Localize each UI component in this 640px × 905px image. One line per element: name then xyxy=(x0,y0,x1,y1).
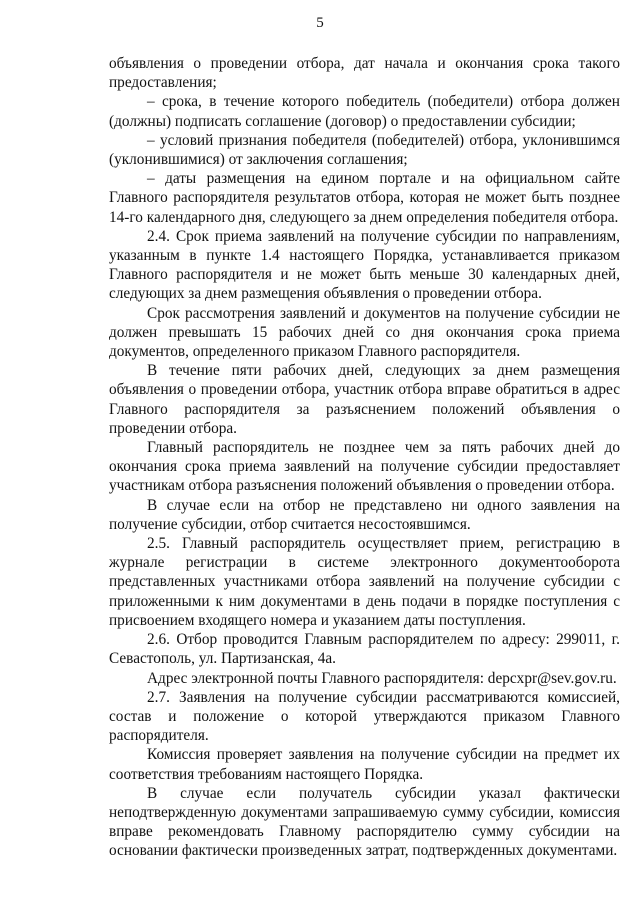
paragraph-2-5: 2.5. Главный распорядитель осуществляет прием, регистрацию в журнале регистрации в системе электронного документооборота представленных участниками отбора заявлений на получение субсидии с приложенными к ним документами в день подачи в порядке поступления с присвоением входящего номера и указанием даты поступления. xyxy=(109,535,620,629)
paragraph: объявления о проведении отбора, дат начала и окончания срока такого предоставления; xyxy=(109,55,620,92)
paragraph: Главный распорядитель не позднее чем за пять рабочих дней до окончания срока приема заявлений на получение субсидии предоставляет участникам отбора разъяснения положений объявления о проведении отбора. xyxy=(109,439,620,495)
paragraph: – даты размещения на едином портале и на официальном сайте Главного распорядителя результатов отбора, которая не может быть позднее 14-го календарного дня, следующего за днем определения победителя отбора. xyxy=(109,170,620,226)
paragraph: В течение пяти рабочих дней, следующих за днем размещения объявления о проведении отбора, участник отбора вправе обратиться в адрес Главного распорядителя за разъяснением положений объявления о проведении отбора. xyxy=(109,362,620,437)
paragraph: В случае если получатель субсидии указал фактически неподтвержденную документами запрашиваемую сумму субсидии, комиссия вправе рекомендовать Главному распорядителю сумму субсидии на основании фактически произведенных затрат, подтвержденных документами. xyxy=(109,784,620,860)
document-body xyxy=(109,54,620,861)
paragraph-2-6: 2.6. Отбор проводится Главным распорядителем по адресу: 299011, г. Севастополь, ул. Партизанская, 4а. xyxy=(109,631,620,668)
paragraph: – условий признания победителя (победителей) отбора, уклонившимся (уклонившимися) от заключения соглашения; xyxy=(109,131,620,169)
paragraph-2-4: 2.4. Срок приема заявлений на получение субсидии по направлениям, указанным в пункте 1.4 настоящего Порядка, устанавливается приказом Главного распорядителя и не может быть меньше 30 календарных дней, следующих за днем размещения объявления о проведении отбора. xyxy=(109,227,620,303)
paragraph: – срока, в течение которого победитель (победители) отбора должен (должны) подписать соглашение (договор) о предоставлении субсидии; xyxy=(109,93,620,130)
page-number: 5 xyxy=(316,15,324,31)
paragraph-2-7: 2.7. Заявления на получение субсидии рассматриваются комиссией, состав и положение о которой утверждаются приказом Главного распорядителя. xyxy=(109,688,620,745)
paragraph: Срок рассмотрения заявлений и документов на получение субсидии не должен превышать 15 рабочих дней со дня окончания срока приема документов, определенного приказом Главного распорядителя. xyxy=(109,304,620,361)
paragraph-email: Адрес электронной почты Главного распорядителя: depcxpr@sev.gov.ru. xyxy=(147,669,617,687)
paragraph: В случае если на отбор не представлено ни одного заявления на получение субсидии, отбор считается несостоявшимся. xyxy=(109,496,620,533)
paragraph: Комиссия проверяет заявления на получение субсидии на предмет их соответствия требованиям настоящего Порядка. xyxy=(109,746,620,783)
